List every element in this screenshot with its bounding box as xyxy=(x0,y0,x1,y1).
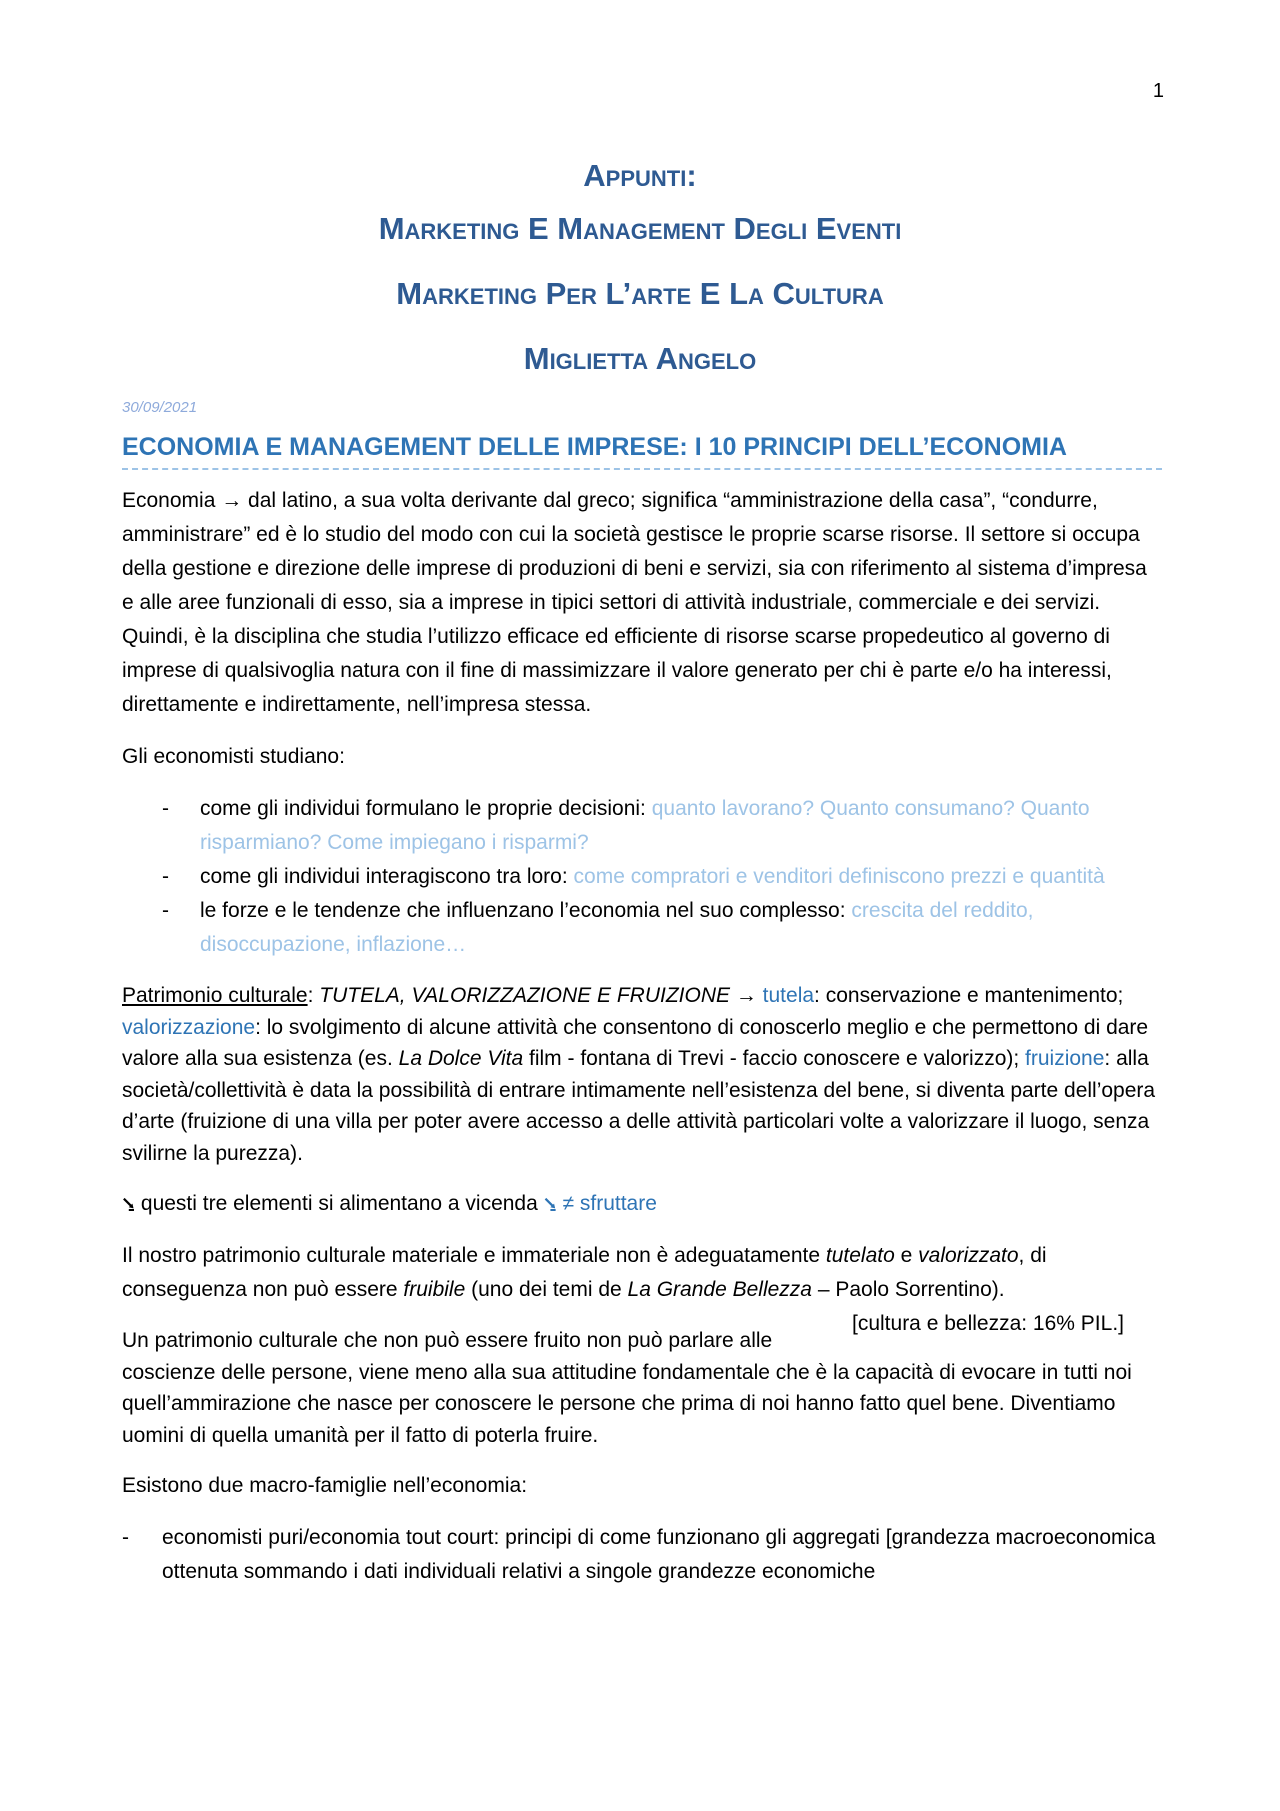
elementi-note: ⭸ ≠ sfruttare xyxy=(543,1192,657,1215)
italic-tutelato: tutelato xyxy=(825,1244,895,1267)
date: 30/09/2021 xyxy=(122,399,198,416)
italic-fruibile: fruibile xyxy=(403,1278,466,1301)
paragraph-macro-famiglie: Esistono due macro-famiglie nell’economia: xyxy=(122,1474,528,1497)
paragraph-economia xyxy=(122,484,1162,722)
dash-bullet: - xyxy=(162,899,169,922)
list-item-note: come compratori e venditori definiscono prezzi e quantità xyxy=(573,865,1105,888)
list-item-text: economisti puri/economia tout court: principi di come funzionano gli aggregati [grandezza macroeconomica ottenuta sommando i dati individuali relativi a singole grandezze economiche xyxy=(162,1526,1156,1583)
patrimonio-italic: TUTELA, VALORIZZAZIONE E FRUIZIONE xyxy=(319,984,730,1007)
paragraph-patrimonio xyxy=(122,980,1162,1169)
film-title: La Grande Bellezza xyxy=(627,1278,812,1301)
term-fruizione: fruizione xyxy=(1025,1047,1105,1070)
list-item xyxy=(122,792,1162,860)
list-item-text: come gli individui formulano le proprie decisioni: xyxy=(200,797,652,820)
term-tutela: tutela xyxy=(762,984,815,1007)
title-line-3: Marketing Per L’arte E La Cultura xyxy=(396,276,884,311)
tutela-text: : conservazione e mantenimento; xyxy=(814,984,1124,1007)
list-item xyxy=(122,860,1162,894)
dash-bullet: - xyxy=(122,1526,129,1549)
macro-famiglie-list xyxy=(122,1521,1162,1589)
dash-bullet: - xyxy=(162,797,169,820)
paragraph-elementi xyxy=(122,1187,1162,1221)
text-segment: – Paolo Sorrentino). xyxy=(811,1278,1005,1301)
text-segment: (uno dei temi de xyxy=(465,1278,628,1301)
list-item-note: quanto lavorano? Quanto consumano? Quanto risparmiano? Come impiegano i risparmi? xyxy=(200,797,1090,854)
patrimonio-label: Patrimonio culturale xyxy=(122,984,308,1007)
dash-bullet: - xyxy=(162,865,169,888)
paragraph-patrimonio-materiale xyxy=(122,1239,1162,1335)
title-line-4: Miglietta Angelo xyxy=(523,341,757,376)
pil-note: [cultura e bellezza: 16% PIL.] xyxy=(852,1312,1124,1335)
paragraph-economisti: Gli economisti studiano: xyxy=(122,745,345,768)
title-line-2: Marketing E Management Degli Eventi xyxy=(378,211,902,246)
list-item xyxy=(122,894,1162,962)
italic-valorizzato: valorizzato xyxy=(918,1244,1019,1267)
list-item xyxy=(122,1521,1162,1589)
text-segment: , di conseguenza non può essere xyxy=(122,1244,1047,1301)
elementi-text: ⭸ questi tre elementi si alimentano a vicenda xyxy=(122,1192,544,1215)
fruizione-text: : alla società/collettività è data la possibilità di entrare intimamente nell’esistenza del bene, si diventa parte dell’opera d’arte (fruizione di una villa per poter avere accesso a delle attività particolari volte a valorizzare il luogo, senza svilirne la purezza). xyxy=(122,1047,1156,1165)
economisti-list xyxy=(122,792,1162,962)
section-heading: ECONOMIA E MANAGEMENT DELLE IMPRESE: I 10 PRINCIPI DELL’ECONOMIA xyxy=(122,430,1162,470)
text-segment: e xyxy=(894,1244,919,1267)
arrow-icon: → xyxy=(221,489,243,512)
page-number: 1 xyxy=(1152,80,1164,102)
list-item-text: come gli individui interagiscono tra loro: xyxy=(200,865,574,888)
film-title: La Dolce Vita xyxy=(398,1047,524,1070)
valorizzazione-text: : lo svolgimento di alcune attività che consentono di conoscerlo meglio e che permettono di dare valore alla sua esistenza (es. xyxy=(122,1015,1149,1070)
document-body xyxy=(122,398,1162,1607)
text-segment: Il nostro patrimonio culturale materiale e immateriale non è adeguatamente xyxy=(122,1244,826,1267)
document-title xyxy=(0,160,1280,374)
term-economia: Economia xyxy=(122,489,222,512)
term-valorizzazione: valorizzazione xyxy=(122,1015,256,1039)
film-text: film - fontana di Trevi - faccio conoscere e valorizzo); xyxy=(523,1047,1026,1070)
colon: : xyxy=(307,984,320,1007)
title-line-1: Appunti: xyxy=(583,158,697,193)
paragraph-text: dal latino, a sua volta derivante dal greco; significa “amministrazione della casa”, “condurre, amministrare” ed è lo studio del modo con cui la società gestisce le proprie scarse risorse. Il settore si occupa della gestione e direzione delle imprese di produzioni di beni e servizi, sia con riferimento al sistema d’impresa e alle aree funzionali di esso, sia a imprese in tipici settori di attività industriale, commerciale e dei servizi. Quindi, è la disciplina che studia l’utilizzo efficace ed efficiente di risorse scarse propedeutico al governo di imprese di qualsivoglia natura con il fine di massimizzare il valore generato per chi è parte e/o ha interessi, direttamente e indirettamente, nell’impresa stessa. xyxy=(122,489,1147,716)
paragraph-fruizione: Un patrimonio culturale che non può essere fruito non può parlare alle coscienze delle persone, viene meno alla sua attitudine fondamentale che è la capacità di evocare in tutti noi quell’ammirazione che nasce per conoscere le persone che prima di noi hanno fatto quel bene. Diventiamo uomini di quella umanità per il fatto di poterla fruire. xyxy=(122,1329,1132,1447)
list-item-text: le forze e le tendenze che influenzano l’economia nel suo complesso: xyxy=(200,899,852,922)
list-item-note: crescita del reddito, disoccupazione, inflazione… xyxy=(200,899,1034,956)
arrow-icon: → xyxy=(730,984,763,1007)
